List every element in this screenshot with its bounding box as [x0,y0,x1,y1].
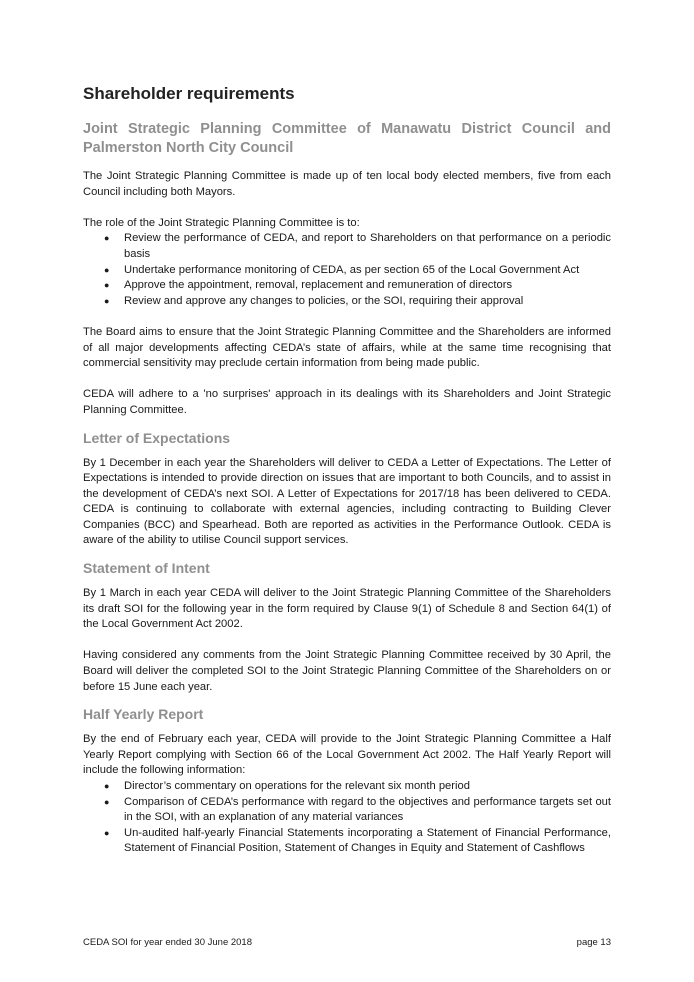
board-paragraph: The Board aims to ensure that the Joint Strategic Planning Committee and the Shareholders are informed of all major developments affecting CEDA’s state of affairs, while at the same time recognising that commercial sensitivity may preclude certain information from being made public. [83,325,611,370]
half-yearly-intro-paragraph: By the end of February each year, CEDA will provide to the Joint Strategic Planning Committee a Half Yearly Report complying with Section 66 of the Local Government Act 2002. The Half Yearly Report will include the following information: [83,733,611,777]
page-content [83,84,611,873]
list-item: ● Comparison of CEDA’s performance with regard to the objectives and performance targets set out in the SOI, with an explanation of any material variances [83,795,611,826]
soi-paragraph-2: Having considered any comments from the Joint Strategic Planning Committee received by 30 April, the Board will deliver the completed SOI to the Joint Strategic Planning Committee of the Shareholders on or before 15 June each year. [83,649,611,693]
footer-document-title: CEDA SOI for year ended 30 June 2018 [83,937,252,948]
soi-paragraph-1: By 1 March in each year CEDA will deliver to the Joint Strategic Planning Committee of the Shareholders its draft SOI for the following year in the form required by Clause 9(1) of Schedule 8 and Section 64(1) of the Local Government Act 2002. [83,587,611,631]
committee-membership-paragraph: The Joint Strategic Planning Committee is made up of ten local body elected members, five from each Council including both Mayors. [83,170,611,198]
half-yearly-report-heading: Half Yearly Report [83,706,204,723]
no-surprises-paragraph: CEDA will adhere to a 'no surprises' approach in its dealings with its Shareholders and Joint Strategic Planning Committee. [83,388,611,416]
page-title: Shareholder requirements [83,84,295,103]
role-list [83,231,611,309]
list-item: ● Undertake performance monitoring of CEDA, as per section 65 of the Local Government Act [83,263,611,279]
list-item: ● Review and approve any changes to policies, or the SOI, requiring their approval [83,294,611,310]
footer-page-number: page 13 [576,937,611,948]
letter-of-expectations-paragraph: By 1 December in each year the Shareholders will deliver to CEDA a Letter of Expectations. The Letter of Expectations is intended to provide direction on issues that are important to both Councils, and to assist in the development of CEDA’s next SOI. A Letter of Expectations for 2017/18 has been delivered to CEDA. CEDA is continuing to collaborate with external agencies, including contracting to Building Clever Companies (BCC) and Spearhead. Both are reported as activities in the Performance Outlook. CEDA is aware of the ability to utilise Council support services. [83,456,611,547]
statement-of-intent-heading: Statement of Intent [83,560,210,577]
list-item: ● Review the performance of CEDA, and report to Shareholders on that performance on a periodic basis [83,231,611,262]
list-item: ● Un-audited half-yearly Financial Statements incorporating a Statement of Financial Performance, Statement of Financial Position, Statement of Changes in Equity and Statement of Cashflows [83,826,611,857]
list-item: ● Director’s commentary on operations for the relevant six month period [83,779,611,795]
list-item: ● Approve the appointment, removal, replacement and remuneration of directors [83,278,611,294]
half-yearly-list [83,779,611,857]
letter-of-expectations-heading: Letter of Expectations [83,429,231,446]
role-intro-paragraph: The role of the Joint Strategic Planning Committee is to: [83,216,360,229]
committee-subheading: Joint Strategic Planning Committee of Manawatu District Council and Palmerston North City Council [83,121,611,156]
